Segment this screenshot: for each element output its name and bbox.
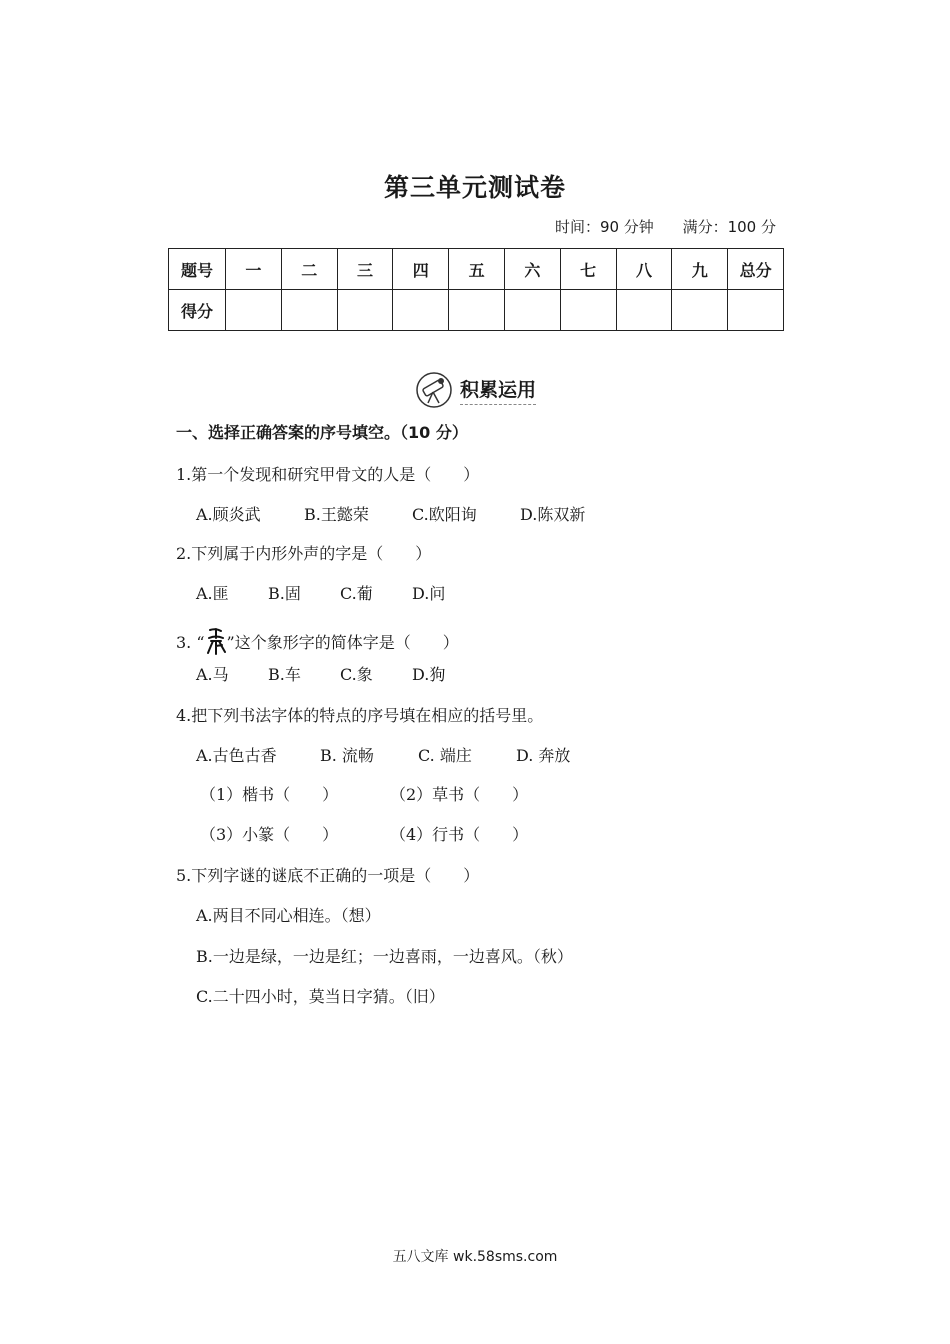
score-table-cell: 七 <box>560 249 616 290</box>
pictograph-elephant-icon <box>205 626 227 656</box>
score-input-cell[interactable] <box>281 290 337 331</box>
score-input-cell[interactable] <box>560 290 616 331</box>
option: D.陈双新 <box>520 505 586 524</box>
score-input-cell[interactable] <box>337 290 393 331</box>
question-2: 2.下列属于内形外声的字是（ ） <box>176 544 432 563</box>
score-input-cell[interactable] <box>728 290 784 331</box>
sub-question: （2）草书（ ） <box>390 785 529 804</box>
option: B.王懿荣 <box>304 505 369 524</box>
score-table-cell: 一 <box>226 249 282 290</box>
score-input-cell[interactable] <box>616 290 672 331</box>
score-table-cell: 二 <box>281 249 337 290</box>
section-badge <box>0 370 950 414</box>
question-3 <box>176 626 459 656</box>
score-table-cell: 六 <box>504 249 560 290</box>
score-table-cell: 五 <box>449 249 505 290</box>
sub-question: （4）行书（ ） <box>390 825 529 844</box>
telescope-icon <box>414 370 454 410</box>
score-input-cell[interactable] <box>504 290 560 331</box>
score-table-cell: 得分 <box>169 290 226 331</box>
option: A.匪 <box>196 584 229 603</box>
option: A.两目不同心相连。（想） <box>196 906 381 925</box>
part-heading: 一、选择正确答案的序号填空。（10 分） <box>176 423 468 442</box>
option: C.象 <box>340 665 373 684</box>
option: A.顾炎武 <box>196 505 261 524</box>
question-1: 1.第一个发现和研究甲骨文的人是（ ） <box>176 465 480 484</box>
option: C.二十四小时，莫当日字猜。（旧） <box>196 987 445 1006</box>
question-3-options <box>196 662 445 685</box>
page-title: 第三单元测试卷 <box>383 173 566 202</box>
option: A.马 <box>196 665 229 684</box>
score-table-cell: 四 <box>393 249 449 290</box>
score-table-cell: 九 <box>672 249 728 290</box>
score-table-score-row <box>169 290 784 331</box>
question-1-options <box>196 502 585 525</box>
score-table-cell: 题号 <box>169 249 226 290</box>
time-limit: 时间：90 分钟 <box>554 218 654 236</box>
section-title: 积累运用 <box>460 375 536 405</box>
exam-meta <box>531 216 776 237</box>
score-table-cell: 八 <box>616 249 672 290</box>
question-3-prefix: 3. “ <box>176 633 205 652</box>
score-input-cell[interactable] <box>449 290 505 331</box>
score-table-cell: 三 <box>337 249 393 290</box>
question-4-options <box>196 743 570 766</box>
option: C.欧阳询 <box>412 505 477 524</box>
option: D. 奔放 <box>516 746 571 765</box>
question-4-sub-row <box>200 822 528 845</box>
question-2-options <box>196 581 445 604</box>
question-4-sub-row <box>200 782 528 805</box>
option: D.狗 <box>412 665 446 684</box>
score-input-cell[interactable] <box>226 290 282 331</box>
question-3-suffix: ”这个象形字的简体字是（ ） <box>226 633 459 652</box>
score-input-cell[interactable] <box>672 290 728 331</box>
option: B.固 <box>268 584 301 603</box>
question-5: 5.下列字谜的谜底不正确的一项是（ ） <box>176 866 480 885</box>
option: C.葡 <box>340 584 373 603</box>
option: B.车 <box>268 665 301 684</box>
option: B.一边是绿，一边是红；一边喜雨，一边喜风。（秋） <box>196 947 573 966</box>
score-table-cell: 总分 <box>728 249 784 290</box>
full-score: 满分：100 分 <box>682 218 776 236</box>
score-table-header-row <box>169 249 784 290</box>
score-input-cell[interactable] <box>393 290 449 331</box>
question-4: 4.把下列书法字体的特点的序号填在相应的括号里。 <box>176 706 544 725</box>
sub-question: （3）小篆（ ） <box>200 825 339 844</box>
score-table <box>168 248 784 331</box>
footer-watermark: 五八文库 wk.58sms.com <box>392 1249 558 1265</box>
option: D.问 <box>412 584 446 603</box>
option: C. 端庄 <box>418 746 472 765</box>
sub-question: （1）楷书（ ） <box>200 785 339 804</box>
option: B. 流畅 <box>320 746 374 765</box>
option: A.古色古香 <box>196 746 277 765</box>
